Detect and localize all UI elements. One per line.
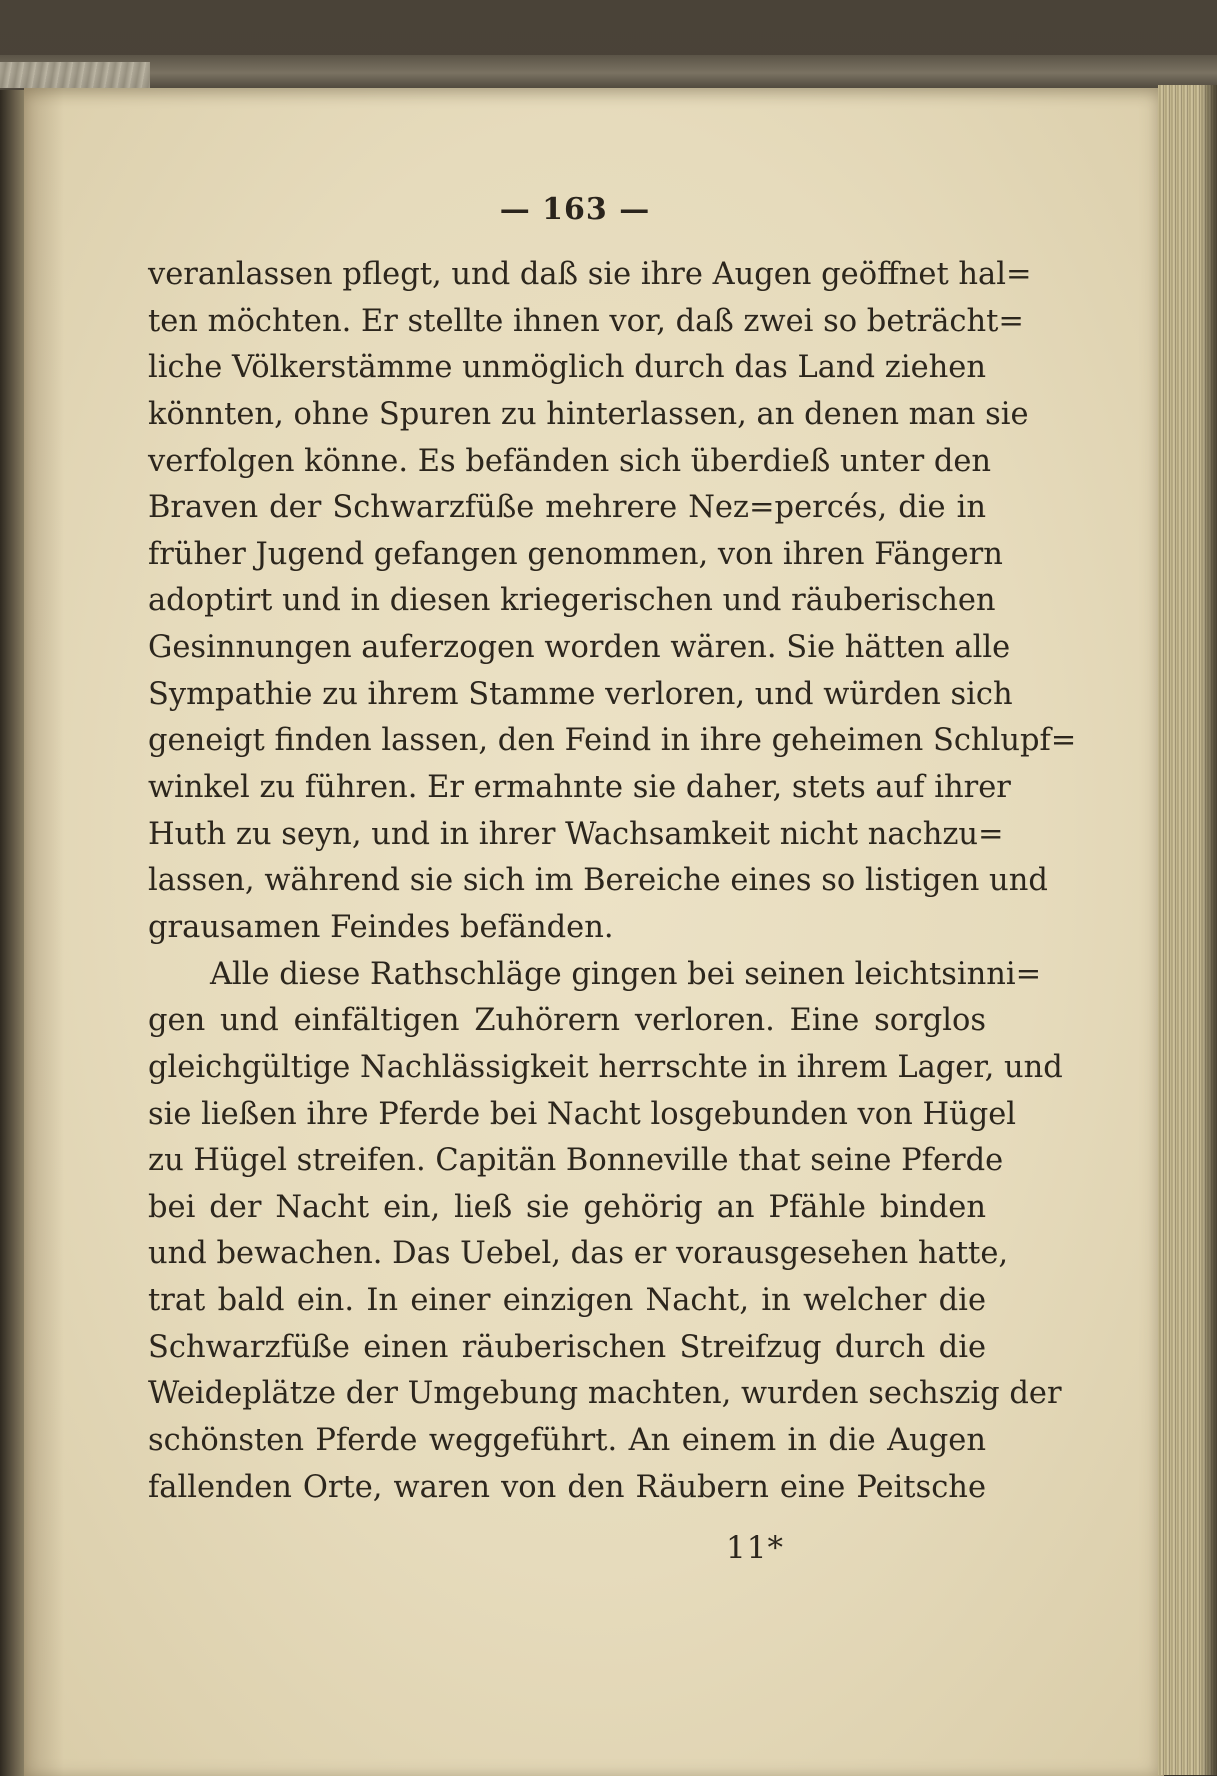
text-line: Weideplätze der Umgebung machten, wurden sechszig der [148,1376,1062,1412]
text-line: Huth zu seyn, und in ihrer Wachsamkeit nicht nachzu= [148,816,1004,852]
text-line: zu Hügel streifen. Capitän Bonneville that seine Pferde [148,1143,1004,1179]
text-line: grausamen Feindes befänden. [148,909,614,945]
text-line: und bewachen. Das Uebel, das er vorausgesehen hatte, [148,1236,1009,1272]
text-line: verfolgen könne. Es befänden sich überdieß unter den [148,443,992,479]
text-line: veranlassen pflegt, und daß sie ihre Augen geöffnet hal= [148,257,1032,292]
page-stack-shadow [1200,85,1217,1775]
text-line: gen und einfältigen Zuhörern verloren. Eine sorglos [148,1003,986,1039]
text-line: schönsten Pferde weggeführt. An einem in die Augen [148,1423,986,1459]
text-line: könnten, ohne Spuren zu hinterlassen, an denen man sie [148,396,1029,432]
text-line: geneigt finden lassen, den Feind in ihre geheimen Schlupf= [148,723,1077,759]
text-line: Sympathie zu ihrem Stamme verloren, und würden sich [148,676,1013,712]
signature-mark: 11* [726,1530,784,1566]
page-gutter [24,88,64,1776]
text-line: fallenden Orte, waren von den Räubern eine Peitsche [148,1469,986,1505]
text-line: sie ließen ihre Pferde bei Nacht losgebunden von Hügel [148,1096,1017,1132]
text-line: Braven der Schwarzfüße mehrere Nez=percés, die in [148,490,986,526]
text-line: bei der Nacht ein, ließ sie gehörig an Pfähle binden [148,1189,986,1225]
text-line: früher Jugend gefangen genommen, von ihren Fängern [148,536,1003,572]
left-cover-edge [0,90,26,1776]
text-line: gleichgültige Nachlässigkeit herrschte in ihrem Lager, und [148,1049,1063,1085]
text-line: liche Völkerstämme unmöglich durch das Land ziehen [148,350,986,386]
text-line: winkel zu führen. Er ermahnte sie daher, stets auf ihrer [148,770,1011,806]
body-text [148,252,1077,1511]
text-line: lassen, während sie sich im Bereiche eines so listigen und [148,863,1048,899]
bookmark-ribbon [0,62,150,88]
text-line: Gesinnungen auferzogen worden wären. Sie hätten alle [148,630,1011,666]
text-line: ten möchten. Er stellte ihnen vor, daß zwei so beträcht= [148,303,1024,339]
text-line: Schwarzfüße einen räuberischen Streifzug durch die [148,1329,986,1365]
page-number: — 163 — [499,192,651,227]
text-line: Alle diese Rathschläge gingen bei seinen leichtsinni= [210,956,1042,992]
text-line: adoptirt und in diesen kriegerischen und räuberischen [148,583,996,619]
text-line: trat bald ein. In einer einzigen Nacht, in welcher die [148,1283,986,1319]
